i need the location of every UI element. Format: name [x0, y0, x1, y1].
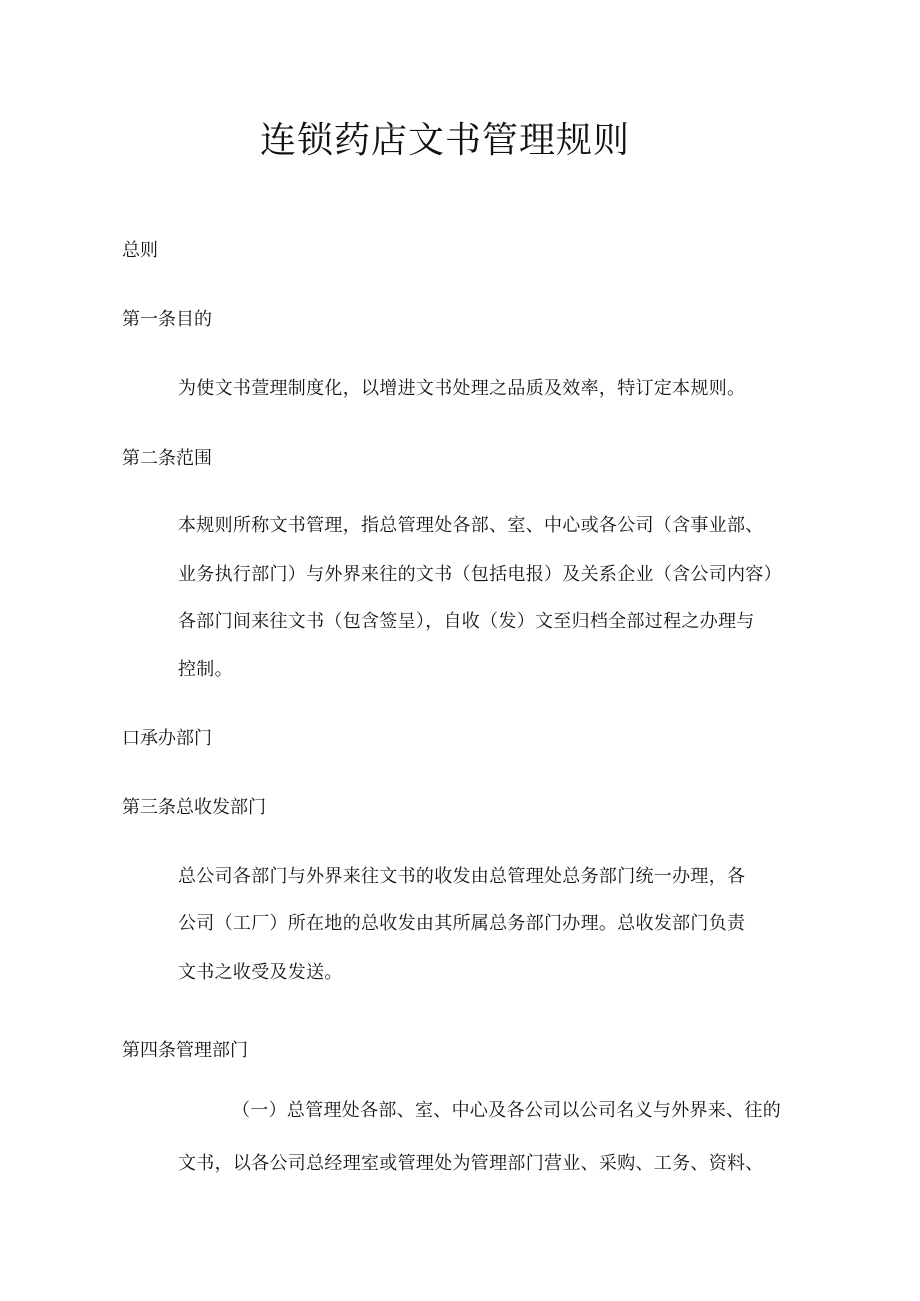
document-title: 连锁药店文书管理规则: [259, 120, 630, 161]
article-1-text: 为使文书萱理制度化，以增进文书处理之品质及效率，特订定本规则。: [178, 378, 746, 399]
article-3-line: 文书之收受及发送。: [178, 962, 343, 983]
article-2-line: 本规则所称文书管理，指总管理处各部、室、中心或各公司（含事业部、: [178, 515, 764, 536]
article-3-line: 总公司各部门与外界来往文书的收发由总管理处总务部门统一办理，各: [178, 866, 746, 887]
article-1-heading: 第一条目的: [122, 309, 212, 330]
article-4-line: （一）总管理处各部、室、中心及各公司以公司名义与外界来、往的: [232, 1100, 781, 1121]
article-4-heading: 第四条管理部门: [122, 1040, 248, 1061]
section-general-heading: 总则: [122, 240, 158, 261]
article-3-heading: 第三条总收发部门: [122, 797, 266, 818]
article-4-line: 文书，以各公司总经理室或管理处为管理部门营业、采购、工务、资料、: [178, 1153, 764, 1174]
article-2-line: 控制。: [178, 659, 233, 680]
article-2-line: 各部门间来往文书（包含签呈），自收（发）文至归档全部过程之办理与: [178, 611, 755, 632]
article-2-heading: 第二条范围: [122, 448, 212, 469]
article-2-line: 业务执行部门）与外界来往的文书（包括电报）及关系企业（含公司内容）: [178, 564, 782, 585]
section-dept-heading: 口承办部门: [122, 728, 212, 749]
article-3-line: 公司（工厂）所在地的总收发由其所属总务部门办理。总收发部门负责: [178, 913, 746, 934]
